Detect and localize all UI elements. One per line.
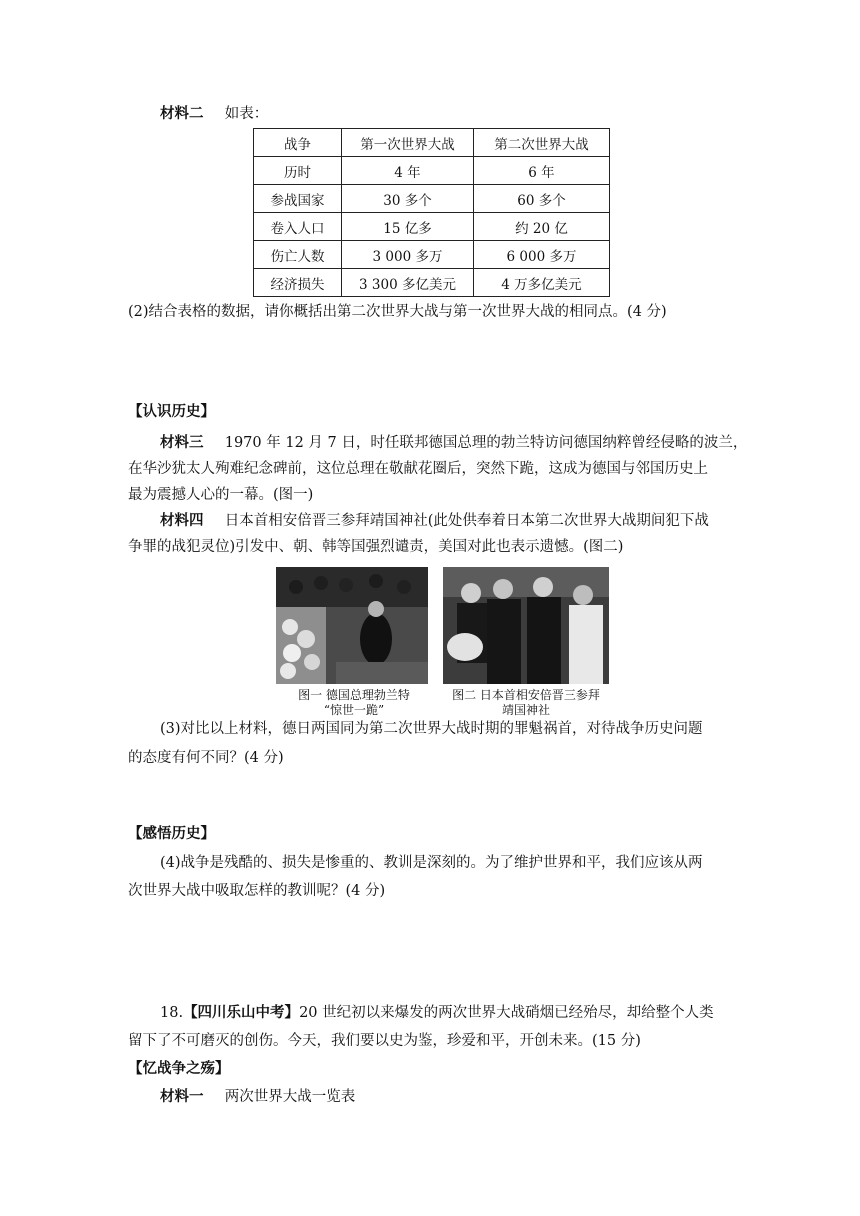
table-cell: 6 000 多万: [474, 241, 610, 269]
table-cell: 经济损失: [254, 269, 342, 297]
question-18-line1: [160, 1003, 714, 1023]
table-row: [254, 157, 610, 185]
figure1-caption-line2: “惊世一跪”: [323, 703, 385, 717]
material3-line1: [160, 433, 747, 453]
material3-line2: 在华沙犹太人殉难纪念碑前，这位总理在敬献花圈后，突然下跪，这成为德国与邻国历史上: [128, 461, 708, 477]
question-18-number: 18.: [160, 1005, 184, 1021]
material1-label: 材料一: [160, 1089, 204, 1105]
table-cell: 3 300 多亿美元: [342, 269, 474, 297]
question-18-line2: 留下了不可磨灭的创伤。今天，我们要以史为鉴，珍爱和平，开创未来。(15 分): [128, 1033, 641, 1049]
section-feel-history: 【感悟历史】: [128, 826, 215, 842]
table-cell: 约 20 亿: [474, 213, 610, 241]
photo-brandt-kneeling: [276, 567, 428, 684]
section-recall-war: 【忆战争之殇】: [128, 1061, 230, 1077]
table-cell: 3 000 多万: [342, 241, 474, 269]
material3-label: 材料三: [160, 435, 204, 451]
war-comparison-table: [253, 128, 610, 297]
question-18-text: 20 世纪初以来爆发的两次世界大战硝烟已经殆尽，却给整个人类: [299, 1005, 714, 1021]
material4-line2: 争罪的战犯灵位)引发中、朝、韩等国强烈谴责，美国对此也表示遗憾。(图二): [128, 539, 624, 555]
table-cell: 30 多个: [342, 185, 474, 213]
figure1-caption: [284, 688, 424, 718]
table-cell: 4 年: [342, 157, 474, 185]
question-2: (2)结合表格的数据，请你概括出第二次世界大战与第一次世界大战的相同点。(4 分): [128, 304, 667, 320]
question-3-line1: (3)对比以上材料，德日两国同为第二次世界大战时期的罪魁祸首，对待战争历史问题: [160, 721, 703, 737]
table-header-cell: 第一次世界大战: [342, 129, 474, 157]
table-cell: 15 亿多: [342, 213, 474, 241]
material2-heading: [160, 104, 268, 124]
table-cell: 4 万多亿美元: [474, 269, 610, 297]
table-row: [254, 241, 610, 269]
question-4-line2: 次世界大战中吸取怎样的教训呢？(4 分): [128, 883, 386, 899]
material4-text: 日本首相安倍晋三参拜靖国神社(此处供奉着日本第二次世界大战期间犯下战: [224, 513, 709, 529]
table-cell: 伤亡人数: [254, 241, 342, 269]
table-header-cell: 第二次世界大战: [474, 129, 610, 157]
question-3-line2: 的态度有何不同？(4 分): [128, 750, 284, 766]
figure2-caption-line2: 靖国神社: [501, 703, 550, 717]
table-header-cell: 战争: [254, 129, 342, 157]
material2-label: 材料二: [160, 106, 204, 122]
question-18-source: 【四川乐山中考】: [183, 1005, 300, 1021]
table-cell: 60 多个: [474, 185, 610, 213]
table-header-row: [254, 129, 610, 157]
material1-line: [160, 1087, 355, 1107]
table-row: [254, 213, 610, 241]
table-cell: 历时: [254, 157, 342, 185]
table-row: [254, 185, 610, 213]
table-cell: 6 年: [474, 157, 610, 185]
material4-label: 材料四: [160, 513, 204, 529]
table-row: [254, 269, 610, 297]
material3-line3: 最为震撼人心的一幕。(图一): [128, 487, 314, 503]
table-cell: 参战国家: [254, 185, 342, 213]
figure2-caption: [440, 688, 612, 718]
table-cell: 卷入人口: [254, 213, 342, 241]
figure2-caption-line1: 图二 日本首相安倍晋三参拜: [452, 688, 600, 702]
figure1-caption-line1: 图一 德国总理勃兰特: [298, 688, 410, 702]
question-4-line1: (4)战争是残酷的、损失是惨重的、教训是深刻的。为了维护世界和平，我们应该从两: [160, 855, 703, 871]
section-know-history: 【认识历史】: [128, 404, 215, 420]
material4-line1: [160, 511, 709, 531]
photo-abe-yasukuni: [443, 567, 609, 684]
material2-intro: 如表：: [224, 106, 269, 122]
material3-text: 1970 年 12 月 7 日，时任联邦德国总理的勃兰特访问德国纳粹曾经侵略的波兰，: [224, 435, 748, 451]
material1-text: 两次世界大战一览表: [224, 1089, 356, 1105]
photo-brandt-graphic: [276, 567, 428, 684]
photo-abe-graphic: [443, 567, 609, 684]
